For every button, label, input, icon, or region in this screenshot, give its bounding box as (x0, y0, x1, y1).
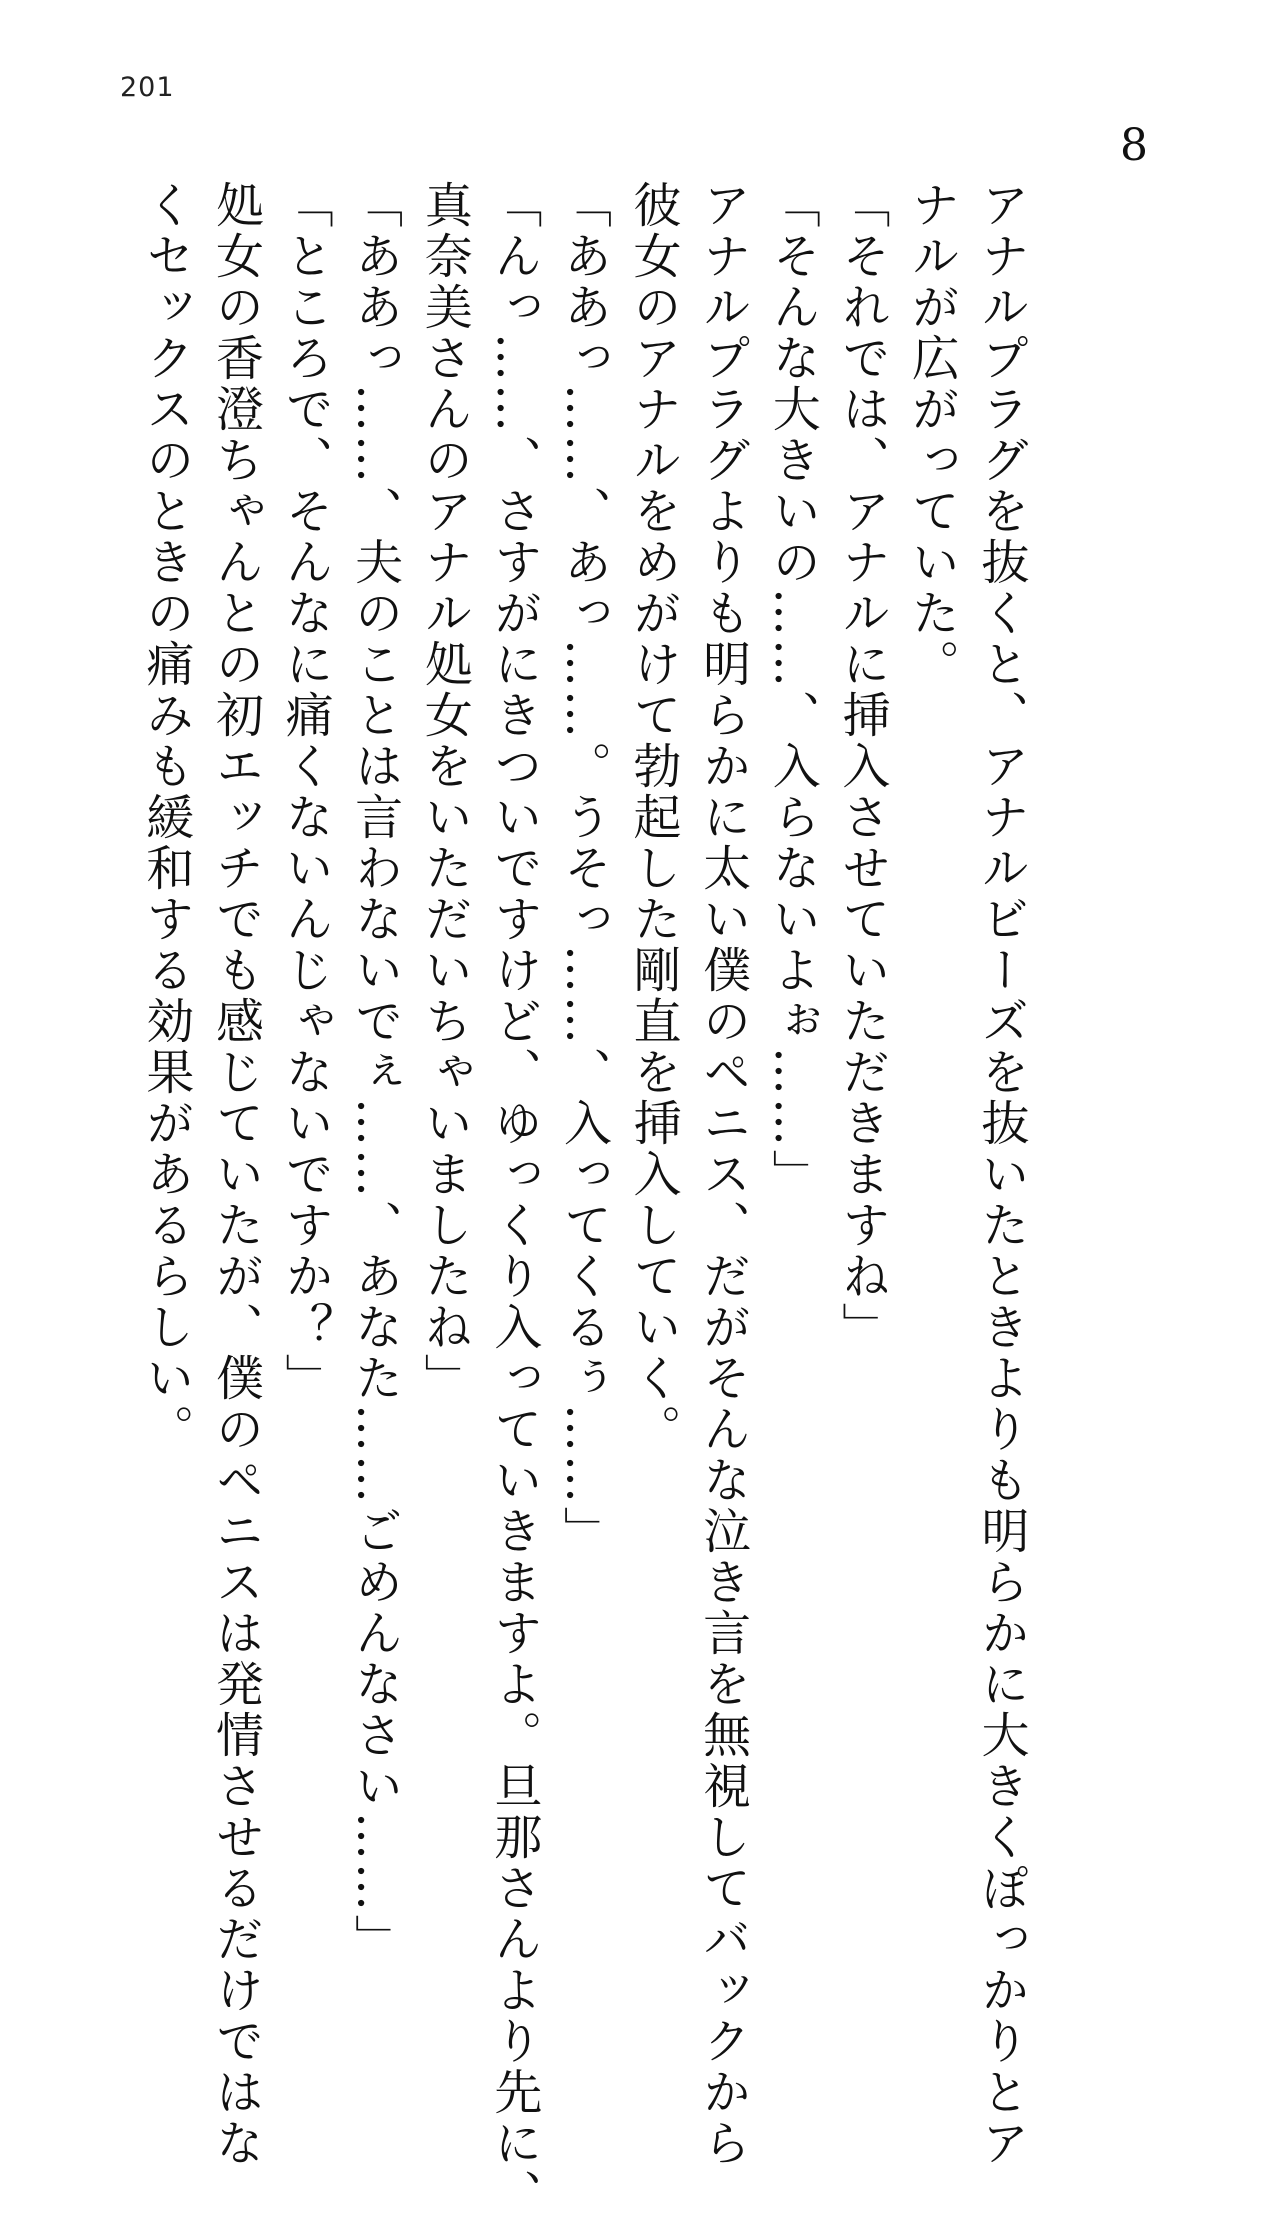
text-line: 彼女のアナルをめがけて勃起した剛直を挿入していく。 (625, 180, 682, 1455)
text-line: アナルプラグを抜くと、アナルビーズを抜いたときよりも明らかに大きくぽっかりとア (973, 180, 1029, 2169)
text-line: 「ところで、そんなに痛くないんじゃないですか？」 (277, 180, 334, 1404)
text-line: くセックスのときの痛みも緩和する効果があるらしい。 (137, 180, 194, 1455)
text-line: 「そんな大きいの……、入らないよぉ……」 (764, 180, 821, 1200)
text-line: アナルプラグよりも明らかに太い僕のペニス、だがそんな泣き言を無視してバックから (694, 180, 751, 2169)
text-line: 「ああっ……、あっ……。うそっ……、入ってくるぅ……」 (555, 180, 612, 1557)
page-number: 201 (120, 72, 175, 103)
text-line: 「それでは、アナルに挿入させていただきますね」 (833, 180, 890, 1353)
text-line: 処女の香澄ちゃんとの初エッチでも感じていたが、僕のペニスは発情させるだけではな (207, 180, 264, 2169)
text-line: ナルが広がっていた。 (903, 180, 960, 690)
text-line: 「ああっ……、夫のことは言わないでぇ……、あなた……ごめんなさい……」 (346, 180, 403, 1965)
chapter-number: 8 (1120, 120, 1148, 171)
text-line: 「んっ……、さすがにきついですけど、ゆっくり入っていきますよ。旦那さんより先に、 (485, 180, 542, 2220)
text-line: 真奈美さんのアナル処女をいただいちゃいましたね」 (416, 180, 473, 1404)
body-text (115, 180, 1035, 2220)
